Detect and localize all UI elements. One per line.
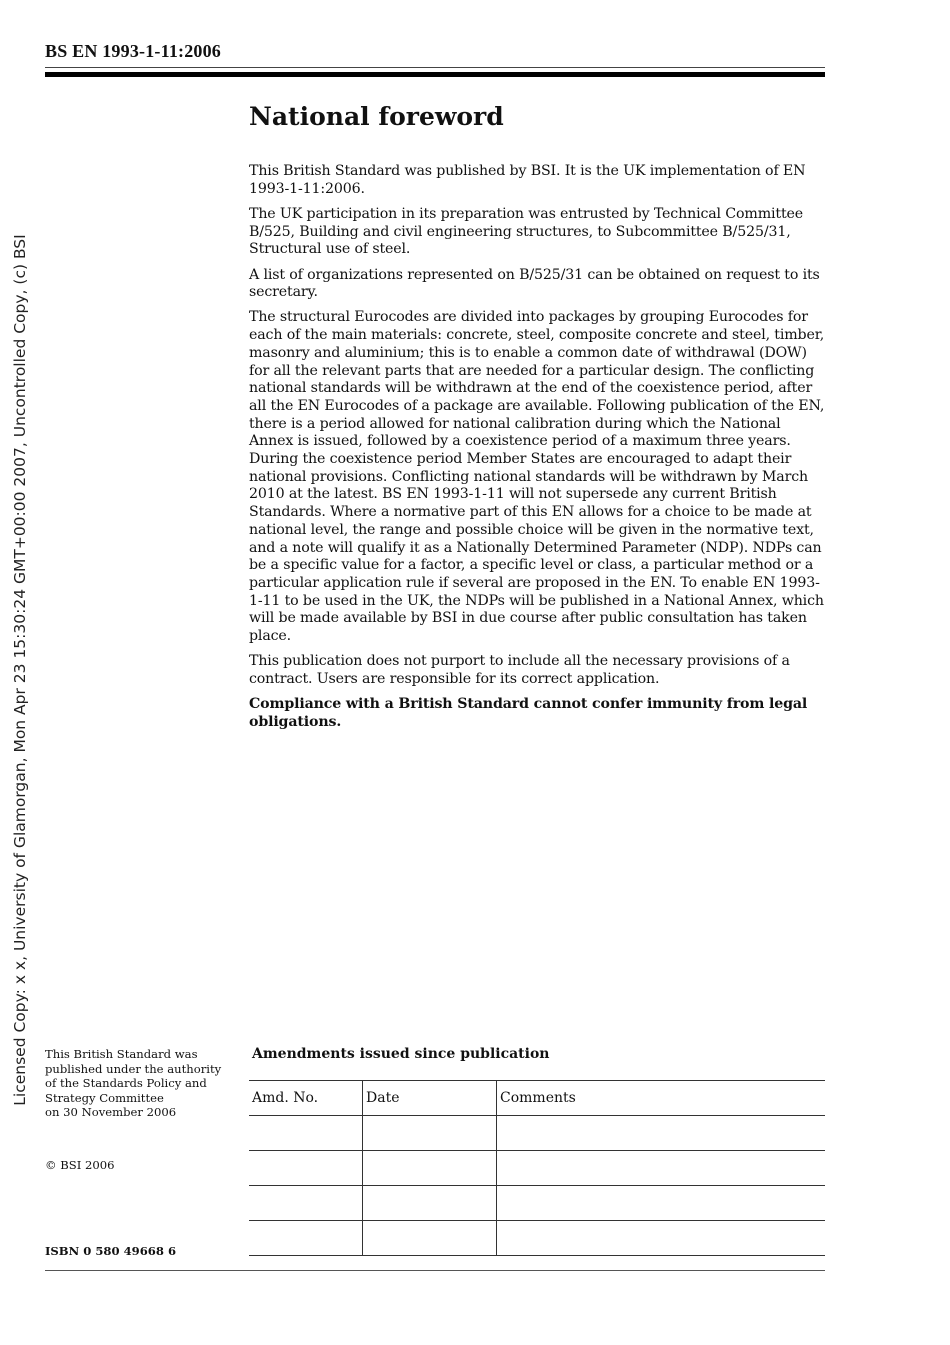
table-cell (363, 1116, 497, 1151)
footer-rule (45, 1270, 825, 1271)
amendments-table (249, 1080, 825, 1256)
amendments-heading: Amendments issued since publication (252, 1046, 550, 1062)
table-row (249, 1116, 825, 1151)
table-cell (249, 1116, 363, 1151)
page-title: National foreword (249, 102, 504, 131)
license-watermark: Licensed Copy: x x, University of Glamorgan, Mon Apr 23 15:30:24 GMT+00:00 2007, Uncontrolled Copy, (c) BSI (11, 234, 29, 1106)
paragraph-disclaimer: This publication does not purport to include all the necessary provisions of a contract. Users are responsible for its correct application. (249, 653, 790, 687)
table-cell (249, 1151, 363, 1186)
isbn: ISBN 0 580 49668 6 (45, 1244, 177, 1258)
table-cell (363, 1221, 497, 1256)
table-cell (497, 1116, 826, 1151)
column-header-amd-no: Amd. No. (249, 1081, 363, 1116)
table-header-row (249, 1081, 825, 1116)
table-cell (249, 1186, 363, 1221)
paragraph-organizations: A list of organizations represented on B/525/31 can be obtained on request to its secretary. (249, 266, 820, 301)
foreword-body (249, 163, 825, 739)
table-cell (497, 1221, 826, 1256)
compliance-note: Compliance with a British Standard cannot confer immunity from legal obligations. (249, 696, 808, 730)
document-id: BS EN 1993-1-11:2006 (45, 41, 222, 61)
paragraph-publication: This British Standard was published by BSI. It is the UK implementation of EN 1993-1-11:2006. (249, 163, 806, 197)
table-cell (363, 1151, 497, 1186)
table-row (249, 1221, 825, 1256)
paragraph-eurocodes: The structural Eurocodes are divided into packages by grouping Eurocodes for each of the main materials: concrete, steel, composite concrete and steel, timber, masonry and aluminium; this is to enable a common date of withdrawal (DOW) for all the relevant parts that are needed for a particular design. The conflicting national standards will be withdrawn at the end of the coexistence period, after all the EN Eurocodes of a package are available. Following publication of the EN, there is a period allowed for national calibration during which the National Annex is issued, followed by a coexistence period of a maximum three years. During the coexistence period Member States are encouraged to adapt their national provisions. Conflicting national standards will be withdrawn by March 2010 at the latest. BS EN 1993-1-11 will not supersede any current British Standards. Where a normative part of this EN allows for a choice to be made at national level, the range and possible choice will be given in the normative text, and a note will qualify it as a Nationally Determined Parameter (NDP). NDPs can be a specific value for a factor, a specific level or class, a particular method or a particular application rule if several are proposed in the EN. To enable EN 1993-1-11 to be used in the UK, the NDPs will be published in a National Annex, which will be made available by BSI in due course after public consultation has taken place. (249, 309, 825, 645)
table-cell (363, 1186, 497, 1221)
paragraph-committee: The UK participation in its preparation was entrusted by Technical Committee B/525, Building and civil engineering structures, to Subcommittee B/525/31, Structural use of steel. (249, 205, 803, 258)
table-row (249, 1186, 825, 1221)
authority-note: This British Standard was published under the authority of the Standards Policy and Strategy Committee on 30 November 2006 (45, 1047, 222, 1119)
table-cell (497, 1186, 826, 1221)
table-row (249, 1151, 825, 1186)
column-header-comments: Comments (497, 1081, 826, 1116)
copyright-notice: © BSI 2006 (45, 1158, 115, 1172)
table-cell (249, 1221, 363, 1256)
header-thick-rule (45, 72, 825, 77)
column-header-date: Date (363, 1081, 497, 1116)
table-cell (497, 1151, 826, 1186)
header-thin-rule (45, 67, 825, 68)
